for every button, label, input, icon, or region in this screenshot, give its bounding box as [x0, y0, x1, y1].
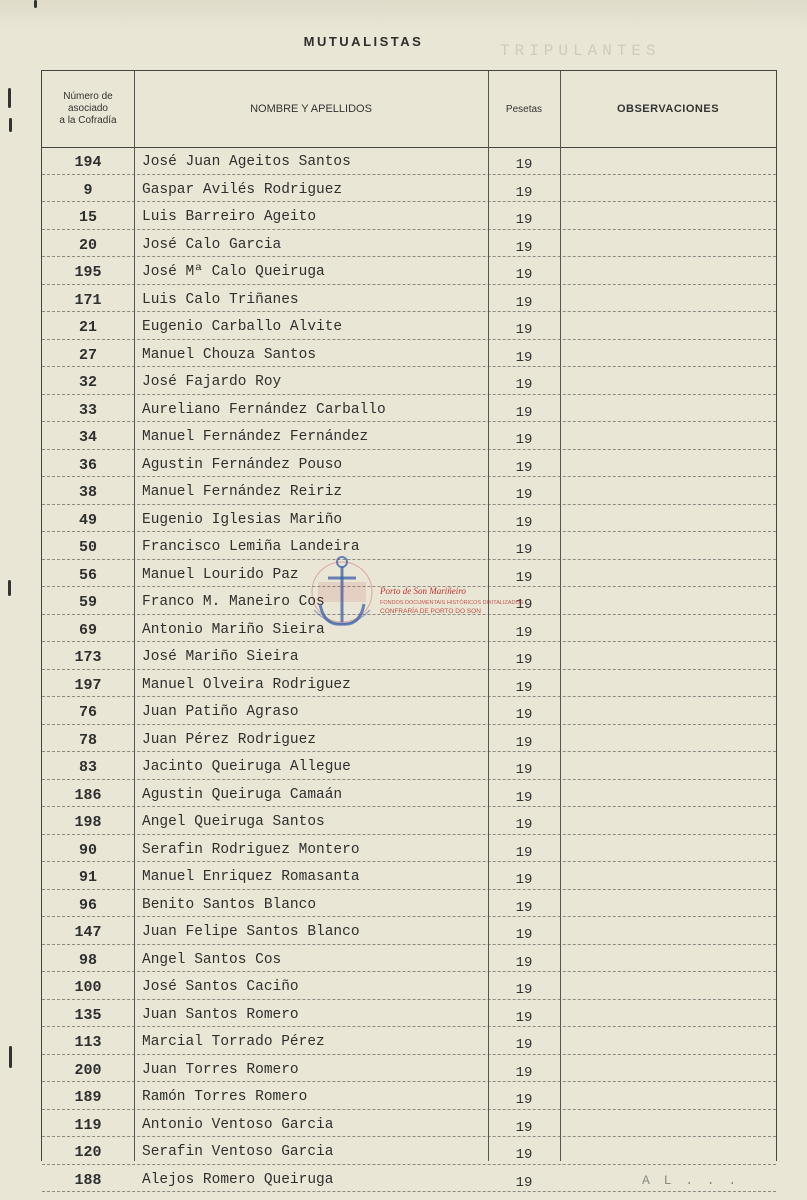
member-number: 188 — [74, 1171, 102, 1189]
header-number-line3: a la Cofradía — [59, 115, 117, 126]
pesetas-amount: 19 — [515, 597, 533, 613]
member-name: Serafin Ventoso Garcia — [142, 1144, 334, 1160]
member-name: Angel Santos Cos — [142, 951, 282, 968]
table-row — [42, 1165, 776, 1193]
member-name: Franco M. Maneiro Cos — [142, 594, 325, 610]
member-number: 98 — [78, 951, 97, 969]
faint-overprint-title: TRIPULANTES — [500, 42, 661, 60]
pesetas-amount: 19 — [515, 569, 533, 586]
page-top-shadow — [0, 0, 807, 30]
pesetas-amount: 19 — [515, 157, 533, 173]
table-row — [42, 670, 776, 698]
pesetas-amount: 19 — [515, 982, 533, 998]
member-name: José Mª Calo Queiruga — [142, 264, 325, 280]
pesetas-amount: 19 — [515, 294, 533, 311]
table-row — [42, 147, 776, 175]
stamp-title: Porto de Son Mariñeiro — [380, 586, 466, 596]
table-row — [42, 1082, 776, 1110]
pesetas-amount: 19 — [515, 212, 533, 228]
pesetas-amount: 19 — [515, 872, 533, 888]
table-row — [42, 450, 776, 478]
member-name: Antonio Ventoso Garcia — [142, 1116, 334, 1133]
member-name: Manuel Lourido Paz — [142, 566, 299, 583]
member-number: 34 — [78, 429, 97, 446]
member-number: 186 — [74, 786, 102, 804]
pesetas-amount: 19 — [515, 954, 533, 971]
member-number: 100 — [74, 979, 102, 996]
member-number: 76 — [78, 704, 97, 721]
member-name: Antonio Mariño Sieira — [142, 621, 325, 638]
member-number: 15 — [78, 209, 97, 226]
member-number: 59 — [78, 594, 97, 611]
table-row — [42, 972, 776, 1000]
pesetas-amount: 19 — [515, 514, 533, 531]
pesetas-amount: 19 — [515, 762, 533, 778]
member-name: Serafin Rodriguez Montero — [142, 841, 360, 858]
pesetas-amount: 19 — [515, 349, 533, 366]
pesetas-amount: 19 — [515, 1037, 533, 1053]
table-row — [42, 697, 776, 725]
member-number: 33 — [78, 401, 97, 419]
member-number: 171 — [74, 291, 102, 309]
member-number: 21 — [78, 319, 97, 336]
member-number: 32 — [78, 374, 97, 391]
member-number: 9 — [83, 181, 93, 199]
table-row — [42, 422, 776, 450]
page-heading — [0, 34, 807, 60]
table-body — [42, 147, 776, 1192]
header-observations: OBSERVACIONES — [616, 103, 720, 115]
pesetas-amount: 19 — [515, 487, 533, 503]
corner-mark — [34, 0, 37, 8]
pesetas-amount: 19 — [515, 734, 533, 751]
member-number: 120 — [74, 1144, 102, 1161]
table-row — [42, 945, 776, 973]
pesetas-amount: 19 — [515, 377, 533, 393]
member-number: 91 — [78, 869, 97, 886]
pesetas-amount: 19 — [515, 844, 533, 861]
member-name: Benito Santos Blanco — [142, 896, 317, 913]
member-number: 198 — [74, 814, 102, 831]
pesetas-amount: 19 — [515, 267, 533, 283]
header-member-number — [42, 71, 134, 147]
member-number: 195 — [74, 264, 102, 281]
binding-hole-mark — [9, 1046, 12, 1068]
member-name: Manuel Fernández Reiriz — [142, 484, 343, 500]
pesetas-amount: 19 — [515, 404, 533, 421]
table-row — [42, 807, 776, 835]
column-divider — [560, 71, 561, 1161]
member-name: Luis Barreiro Ageito — [142, 209, 317, 225]
table-row — [42, 1000, 776, 1028]
table-row — [42, 202, 776, 230]
member-number: 49 — [78, 511, 97, 529]
member-name: Marcial Torrado Pérez — [142, 1034, 325, 1050]
member-name: Manuel Chouza Santos — [142, 346, 317, 363]
member-name: Juan Patiño Agraso — [142, 704, 299, 720]
table-row — [42, 780, 776, 808]
header-pesetas: Pesetas — [505, 103, 543, 115]
member-number: 96 — [78, 896, 97, 914]
member-name: Gaspar Avilés Rodriguez — [142, 181, 343, 198]
table-row — [42, 340, 776, 368]
member-number: 50 — [78, 539, 97, 556]
pesetas-amount: 19 — [515, 624, 533, 641]
member-name: Eugenio Carballo Alvite — [142, 319, 343, 335]
member-name: Manuel Olveira Rodriguez — [142, 676, 351, 693]
pesetas-amount: 19 — [515, 679, 533, 696]
table-row — [42, 395, 776, 423]
table-row — [42, 862, 776, 890]
pesetas-amount: 19 — [515, 459, 533, 476]
pesetas-amount: 19 — [515, 542, 533, 558]
pesetas-amount: 19 — [515, 322, 533, 338]
member-number: 147 — [74, 924, 102, 941]
stamp-subtitle: FONDOS DOCUMENTAIS HISTÓRICOS DIXITALIZADOS — [380, 600, 524, 606]
column-divider — [134, 71, 135, 1161]
member-name: Agustin Fernández Pouso — [142, 456, 343, 473]
header-number-line1: Número de — [63, 91, 113, 102]
observation-note: A L . . . — [642, 1172, 740, 1188]
member-name: José Juan Ageitos Santos — [142, 154, 351, 170]
member-name: Luis Calo Triñanes — [142, 291, 299, 308]
pesetas-amount: 19 — [515, 707, 533, 723]
binding-hole-mark — [9, 118, 12, 132]
pesetas-amount: 19 — [515, 184, 533, 201]
table-row — [42, 257, 776, 285]
member-name: Aureliano Fernández Carballo — [142, 401, 386, 418]
page-title: MUTUALISTAS — [303, 34, 424, 49]
member-number: 119 — [74, 1116, 102, 1134]
member-name: José Mariño Sieira — [142, 649, 299, 665]
pesetas-amount: 19 — [515, 1064, 533, 1081]
member-name: Ramón Torres Romero — [142, 1089, 308, 1105]
pesetas-amount: 19 — [515, 432, 533, 448]
member-name: Juan Torres Romero — [142, 1061, 299, 1078]
pesetas-amount: 19 — [515, 239, 533, 256]
table-row — [42, 752, 776, 780]
member-name: Juan Santos Romero — [142, 1006, 299, 1023]
member-name: Manuel Enriquez Romasanta — [142, 869, 360, 885]
member-number: 38 — [78, 484, 97, 501]
member-number: 173 — [74, 649, 102, 666]
pesetas-amount: 19 — [515, 652, 533, 668]
table-row — [42, 175, 776, 203]
member-number: 194 — [74, 154, 102, 171]
pesetas-amount: 19 — [515, 1147, 533, 1163]
table-row — [42, 917, 776, 945]
pesetas-amount: 19 — [515, 1174, 533, 1191]
table-row — [42, 1137, 776, 1165]
member-number: 113 — [74, 1034, 102, 1051]
member-name: Agustin Queiruga Camaán — [142, 786, 343, 803]
pesetas-amount: 19 — [515, 789, 533, 806]
table-row — [42, 890, 776, 918]
table-row — [42, 477, 776, 505]
table-row — [42, 230, 776, 258]
table-header — [42, 71, 776, 148]
pesetas-amount: 19 — [515, 1009, 533, 1026]
member-number: 78 — [78, 731, 97, 749]
member-number: 90 — [78, 841, 97, 859]
member-name: Juan Felipe Santos Blanco — [142, 924, 360, 940]
member-number: 69 — [78, 621, 97, 639]
table-row — [42, 312, 776, 340]
anchor-icon — [308, 552, 388, 642]
member-name: José Calo Garcia — [142, 236, 282, 253]
table-row — [42, 1110, 776, 1138]
member-number: 27 — [78, 346, 97, 364]
member-number: 197 — [74, 676, 102, 694]
stamp-organization: CONFRARÍA DE PORTO DO SON — [380, 608, 481, 615]
table-row — [42, 285, 776, 313]
table-row — [42, 505, 776, 533]
member-number: 36 — [78, 456, 97, 474]
pesetas-amount: 19 — [515, 1092, 533, 1108]
table-row — [42, 835, 776, 863]
member-number: 83 — [78, 759, 97, 776]
member-number: 135 — [74, 1006, 102, 1024]
member-name: Manuel Fernández Fernández — [142, 429, 369, 445]
pesetas-amount: 19 — [515, 899, 533, 916]
binding-hole-mark — [8, 580, 11, 596]
member-name: Eugenio Iglesias Mariño — [142, 511, 343, 528]
pesetas-amount: 19 — [515, 927, 533, 943]
member-name: Alejos Romero Queiruga — [142, 1171, 334, 1188]
member-name: Angel Queiruga Santos — [142, 814, 325, 830]
member-name: José Fajardo Roy — [142, 374, 282, 390]
header-number-line2: asociado — [67, 103, 108, 114]
header-name: NOMBRE Y APELLIDOS — [250, 103, 372, 115]
table-row — [42, 367, 776, 395]
member-number: 20 — [78, 236, 97, 254]
member-name: Juan Pérez Rodriguez — [142, 731, 317, 748]
member-name: Jacinto Queiruga Allegue — [142, 759, 351, 775]
pesetas-amount: 19 — [515, 1119, 533, 1136]
binding-hole-mark — [8, 88, 11, 108]
member-name: Francisco Lemiña Landeira — [142, 539, 360, 555]
table-row — [42, 1027, 776, 1055]
pesetas-amount: 19 — [515, 817, 533, 833]
table-row — [42, 1055, 776, 1083]
table-row — [42, 642, 776, 670]
member-number: 189 — [74, 1089, 102, 1106]
member-number: 200 — [74, 1061, 102, 1079]
table-row — [42, 725, 776, 753]
member-name: José Santos Caciño — [142, 979, 299, 995]
member-number: 56 — [78, 566, 97, 584]
